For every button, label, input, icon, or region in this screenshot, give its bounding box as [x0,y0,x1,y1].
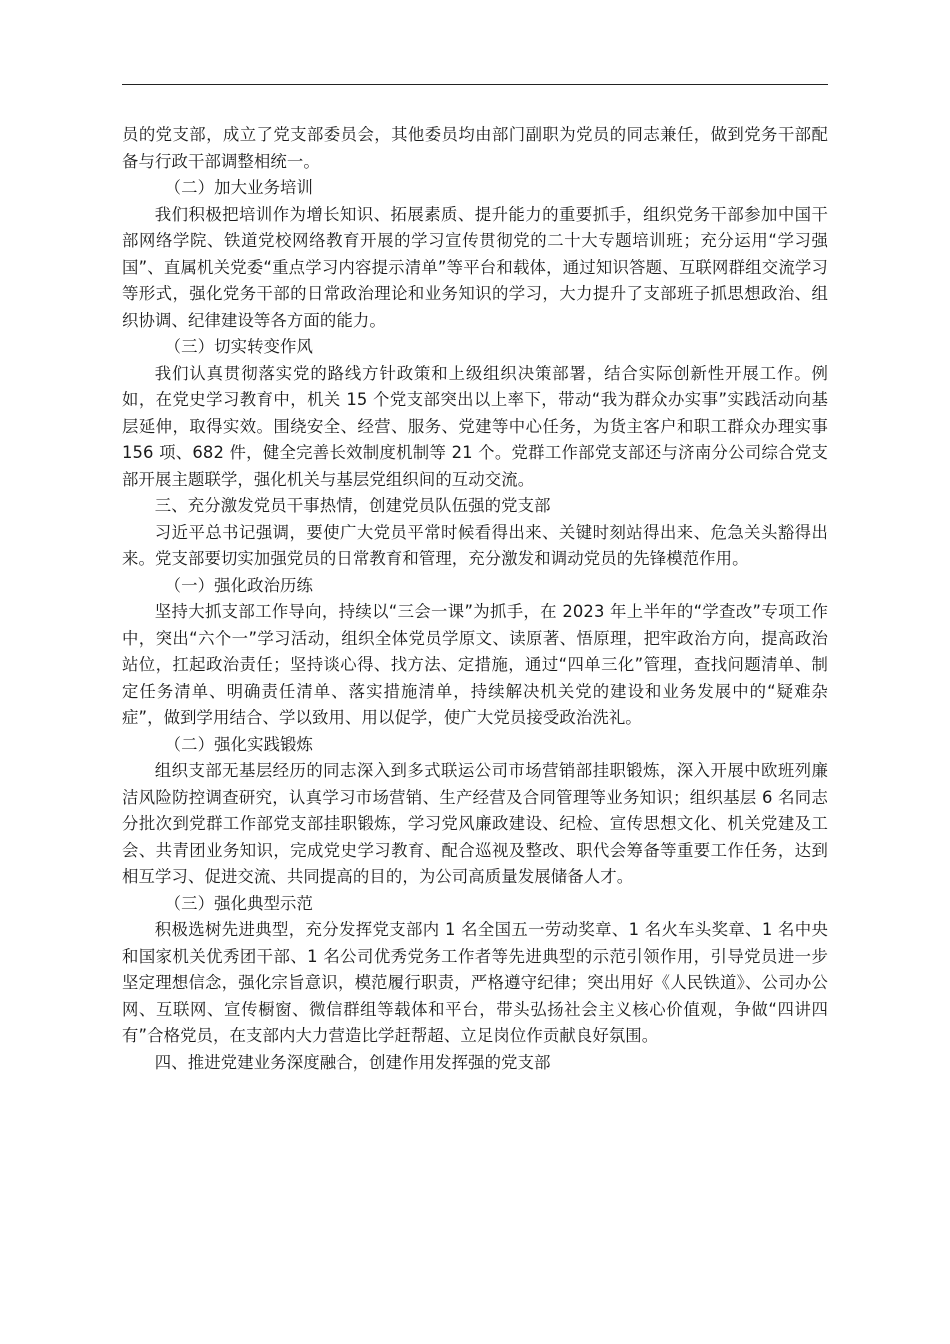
subsection-heading: （二）强化实践锻炼 [164,734,314,754]
section-heading: 四、推进党建业务深度融合，创建作用发挥强的党支部 [154,1052,551,1072]
section-heading: 三、充分激发党员干事热情，创建党员队伍强的党支部 [154,496,551,515]
subsection-heading: （三）切实转变作风 [164,337,314,356]
paragraph: 习近平总书记强调，要使广大党员平常时候看得出来、关键时刻站得出来、危急关头豁得出来。党支部要切实加强党员的日常教育和管理，充分激发和调动党员的先锋模范作用。 [122,522,828,568]
subsection-heading: （一）强化政治历练 [164,575,314,595]
paragraph: 组织支部无基层经历的同志深入到多式联运公司市场营销部挂职锻炼，深入开展中欧班列廉洁风险防控调查研究，认真学习市场营销、生产经营及合同管理等业务知识；组织基层 6 名同志分批次到党群工作部党支部挂职锻炼，学习党风廉政建设、纪检、宣传思想文化、机关党建及工会、共青团业务知识，完成党史学习教育、配合巡视及整改、职代会筹备等重要工作任务，达到相互学习、促进交流、共同提高的目的，为公司高质量发展储备人才。 [122,761,828,886]
document-body [122,122,828,1076]
paragraph: 积极选树先进典型，充分发挥党支部内 1 名全国五一劳动奖章、1 名火车头奖章、1 名中央和国家机关优秀团干部、1 名公司优秀党务工作者等先进典型的示范引领作用，引导党员进一步坚定理想信念，强化宗旨意识，模范履行职责，严格遵守纪律；突出用好《人民铁道》、公司办公网、互联网、宣传橱窗、微信群组等载体和平台，带头弘扬社会主义核心价值观，争做“四讲四有”合格党员，在支部内大力营造比学赶帮超、立足岗位作贡献良好氛围。 [122,920,828,1045]
subsection-heading: （三）强化典型示范 [164,893,314,913]
header-rule [122,84,828,85]
paragraph: 我们积极把培训作为增长知识、拓展素质、提升能力的重要抓手，组织党务干部参加中国干部网络学院、铁道党校网络教育开展的学习宣传贯彻党的二十大专题培训班；充分运用“学习强国”、直属机关党委“重点学习内容提示清单”等平台和载体，通过知识答题、互联网群组交流学习等形式，强化党务干部的日常政治理论和业务知识的学习，大力提升了支部班子抓思想政治、组织协调、纪律建设等各方面的能力。 [122,204,828,330]
subsection-heading: （二）加大业务培训 [164,178,314,197]
paragraph: 我们认真贯彻落实党的路线方针政策和上级组织决策部署，结合实际创新性开展工作。例如，在党史学习教育中，机关 15 个党支部突出以上率下，带动“我为群众办实事”实践活动向基层延伸，取得实效。围绕安全、经营、服务、党建等中心任务，为货主客户和职工群众办理实事 156 项、682 件，健全完善长效制度机制等 21 个。党群工作部党支部还与济南分公司综合党支部开展主题联学，强化机关与基层党组织间的互动交流。 [122,363,828,489]
paragraph-continued: 员的党支部，成立了党支部委员会，其他委员均由部门副职为党员的同志兼任，做到党务干部配备与行政干部调整相统一。 [122,125,828,171]
paragraph: 坚持大抓支部工作导向，持续以“三会一课”为抓手，在 2023 年上半年的“学查改”专项工作中，突出“六个一”学习活动，组织全体党员学原文、读原著、悟原理，把牢政治方向，提高政治站位，扛起政治责任；坚持谈心得、找方法、定措施，通过“四单三化”管理，查找问题清单、制定任务清单、明确责任清单、落实措施清单，持续解决机关党的建设和业务发展中的“疑难杂症”，做到学用结合、学以致用、用以促学，使广大党员接受政治洗礼。 [122,602,828,727]
